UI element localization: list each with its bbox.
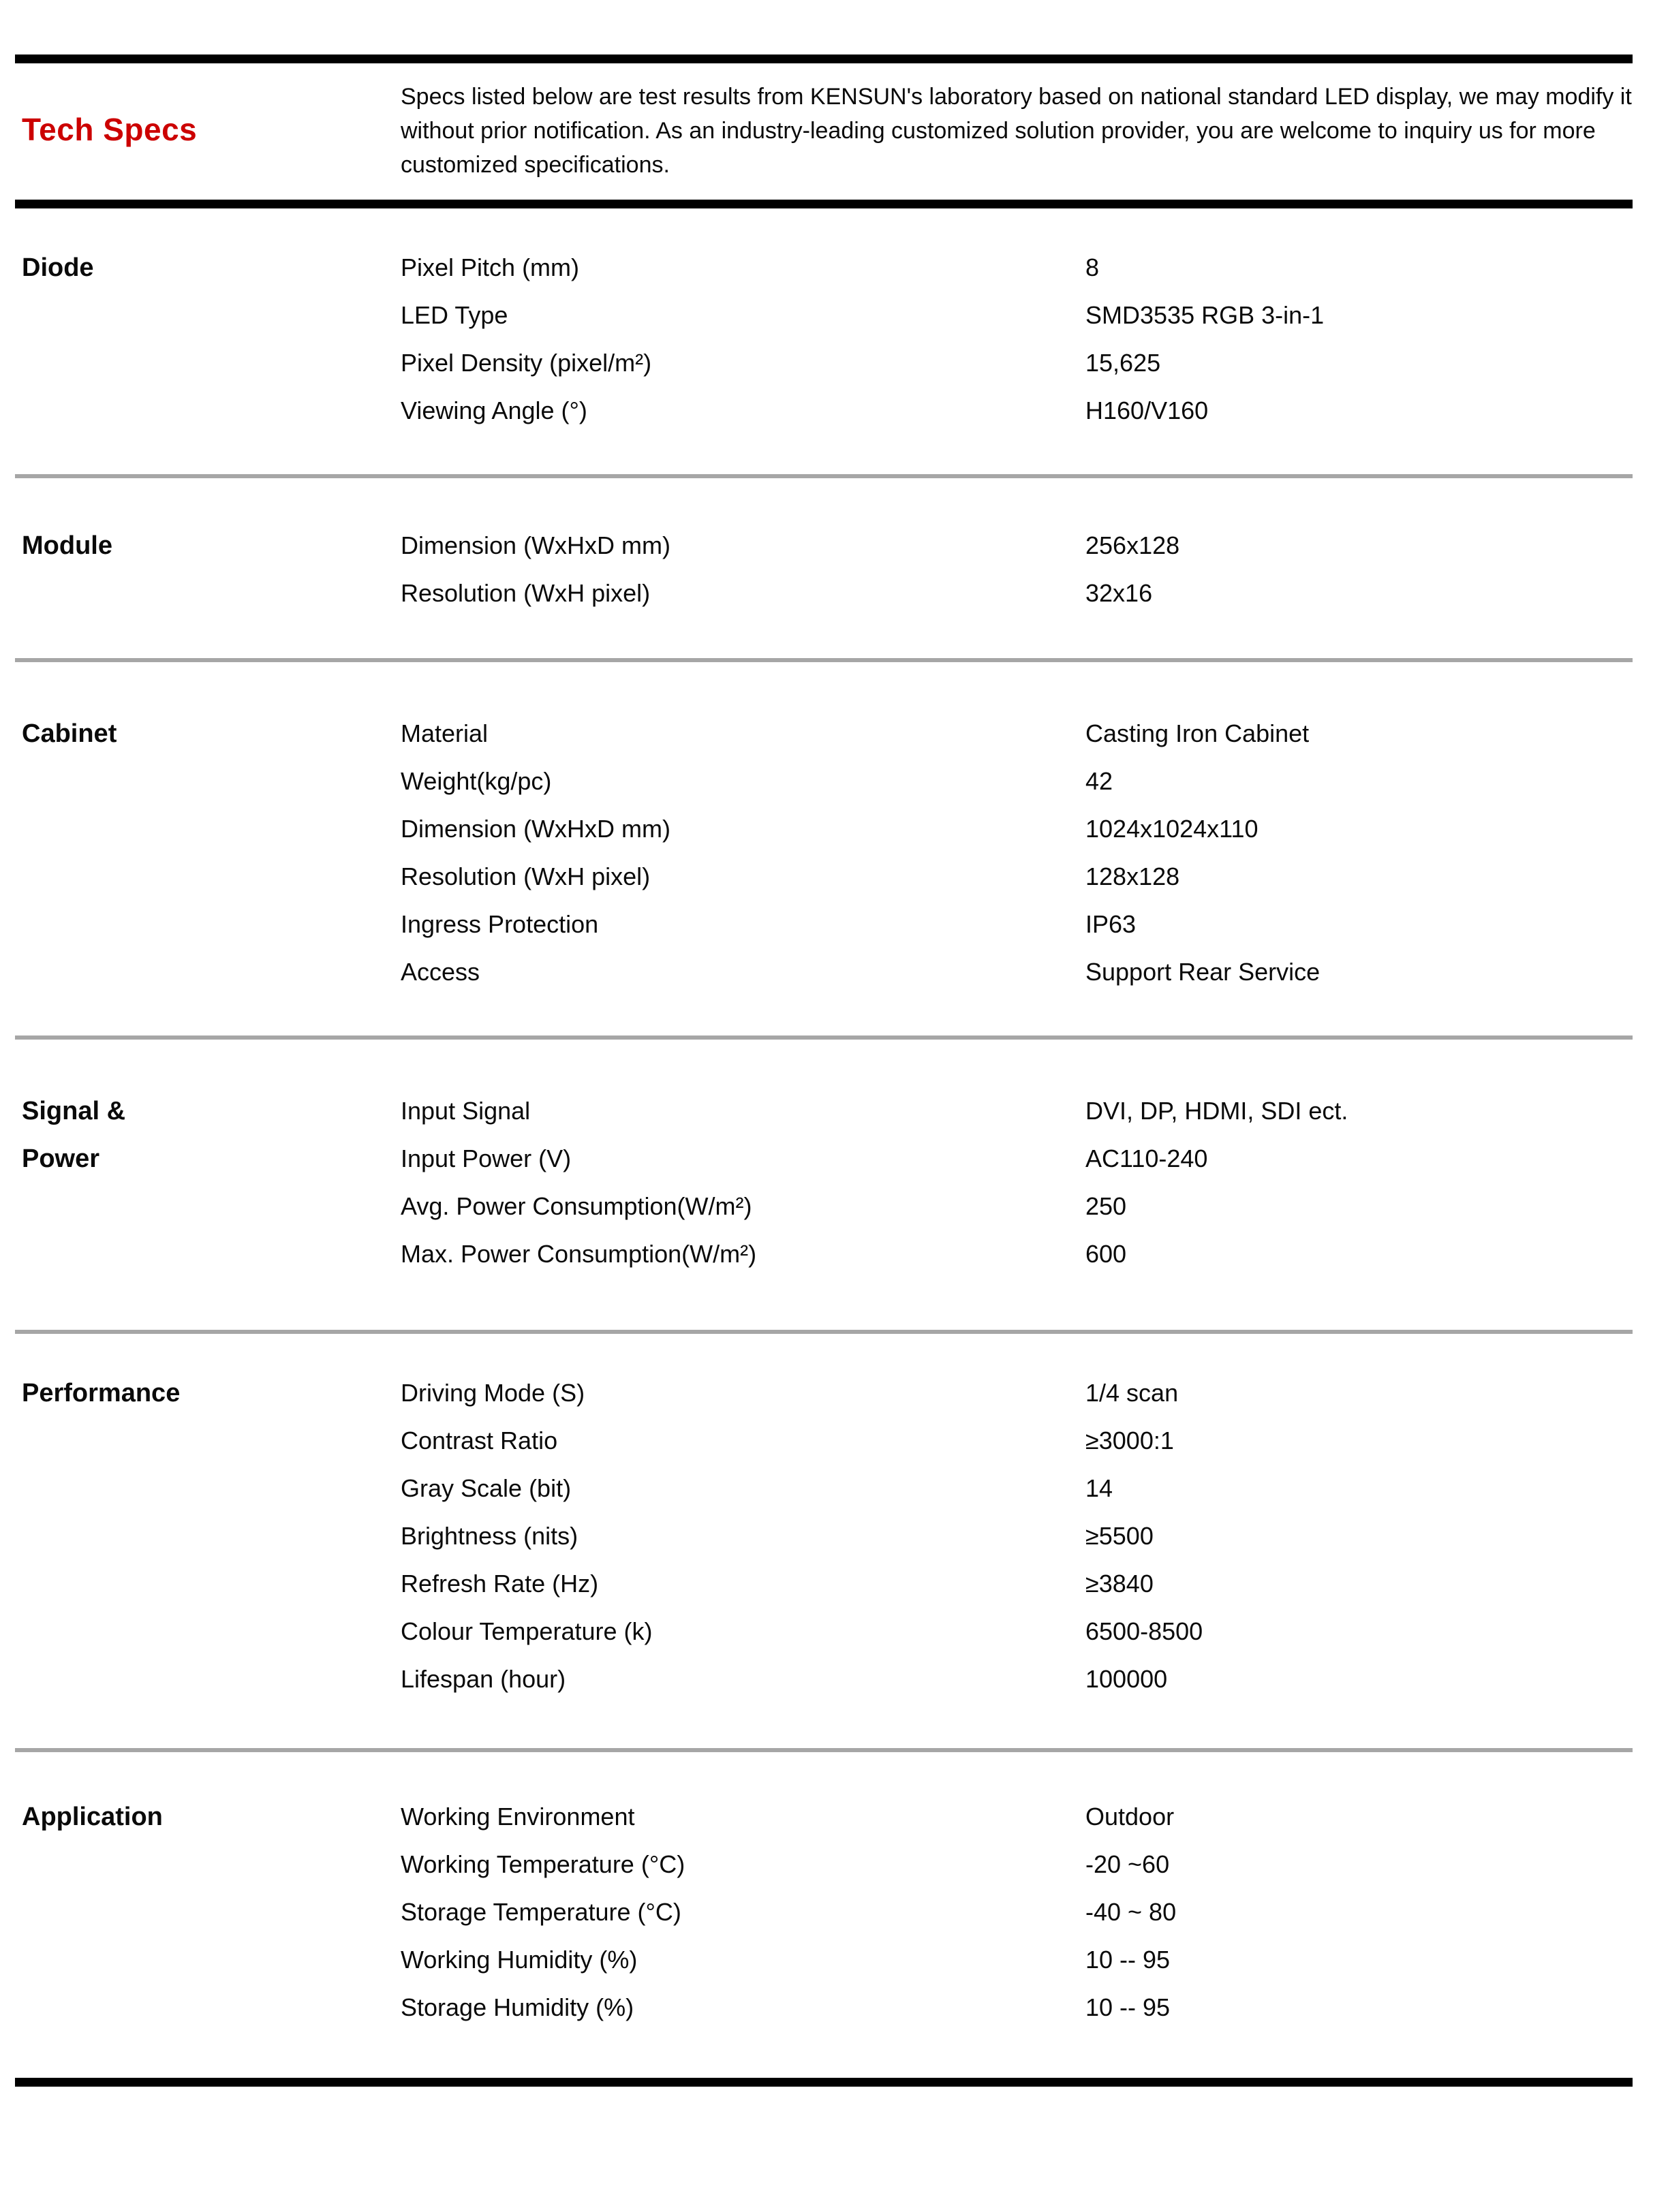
spec-row (401, 1465, 1633, 1512)
spec-label: Resolution (WxH pixel) (401, 862, 651, 890)
spec-sheet-page (15, 54, 1633, 2087)
spec-label: Resolution (WxH pixel) (401, 579, 651, 607)
spec-value: ≥3840 (1085, 1570, 1154, 1598)
spec-label: Pixel Density (pixel/m²) (401, 349, 652, 377)
spec-sections (15, 208, 1633, 2078)
spec-label: Pixel Pitch (mm) (401, 253, 580, 281)
spec-row (401, 1608, 1633, 1655)
spec-row (401, 387, 1633, 435)
spec-value: IP63 (1085, 910, 1137, 938)
spec-value: 10 -- 95 (1085, 1946, 1171, 1974)
spec-row (401, 901, 1633, 948)
spec-row (401, 1936, 1633, 1984)
section-rows (401, 244, 1633, 435)
spec-label: Viewing Angle (°) (401, 396, 587, 424)
spec-value: 1/4 scan (1085, 1379, 1179, 1407)
spec-row (401, 570, 1633, 617)
spec-label: Working Temperature (°C) (401, 1850, 685, 1878)
spec-row (401, 339, 1633, 387)
spec-value: H160/V160 (1085, 396, 1209, 424)
spec-value: ≥3000:1 (1085, 1427, 1174, 1454)
spec-label: Working Humidity (%) (401, 1946, 638, 1974)
spec-row (401, 948, 1633, 996)
spec-label: Storage Humidity (%) (401, 1993, 634, 2021)
spec-value: -20 ~60 (1085, 1850, 1170, 1878)
spec-label: Access (401, 958, 480, 986)
spec-value: 32x16 (1085, 579, 1153, 607)
top-rule (15, 54, 1633, 63)
spec-label: Storage Temperature (°C) (401, 1898, 681, 1926)
spec-row (401, 758, 1633, 805)
spec-value: DVI, DP, HDMI, SDI ect. (1085, 1097, 1348, 1125)
bottom-rule (15, 2078, 1633, 2087)
spec-label: Contrast Ratio (401, 1427, 558, 1454)
section-header: Diode (22, 253, 94, 282)
spec-label: Driving Mode (S) (401, 1379, 585, 1407)
section-rows (401, 710, 1633, 996)
spec-label: Input Signal (401, 1097, 531, 1125)
spec-row (401, 1793, 1633, 1841)
spec-value: -40 ~ 80 (1085, 1898, 1177, 1926)
section-header: Signal & Power (22, 1097, 126, 1173)
spec-label: Ingress Protection (401, 910, 599, 938)
section-header-column (15, 244, 401, 435)
spec-row (401, 1841, 1633, 1888)
spec-row (401, 522, 1633, 570)
spec-value: 15,625 (1085, 349, 1161, 377)
spec-value: Support Rear Service (1085, 958, 1320, 986)
spec-value: 10 -- 95 (1085, 1993, 1171, 2021)
section-header-column (15, 710, 401, 996)
spec-label: Refresh Rate (Hz) (401, 1570, 599, 1598)
spec-value: 1024x1024x110 (1085, 815, 1258, 843)
spec-row (401, 1417, 1633, 1465)
section-header-column (15, 1793, 401, 2031)
spec-row (401, 244, 1633, 292)
spec-label: Material (401, 719, 489, 747)
section-header-column (15, 522, 401, 617)
spec-value: Outdoor (1085, 1803, 1175, 1831)
spec-value: 14 (1085, 1474, 1113, 1502)
spec-row (401, 1560, 1633, 1608)
spec-section-cabinet (15, 662, 1633, 1040)
spec-label: Brightness (nits) (401, 1522, 578, 1550)
spec-value: 42 (1085, 767, 1113, 795)
spec-label: LED Type (401, 301, 508, 329)
spec-row (401, 1135, 1633, 1183)
spec-section-diode (15, 208, 1633, 478)
header-block (15, 63, 1633, 200)
spec-row (401, 292, 1633, 339)
spec-value: 128x128 (1085, 862, 1180, 890)
spec-row (401, 710, 1633, 758)
spec-value: 100000 (1085, 1665, 1168, 1693)
section-rows (401, 1793, 1633, 2031)
spec-value: AC110-240 (1085, 1144, 1208, 1172)
spec-label: Gray Scale (bit) (401, 1474, 572, 1502)
spec-row (401, 1655, 1633, 1703)
section-header: Application (22, 1803, 163, 1831)
spec-value: ≥5500 (1085, 1522, 1154, 1550)
spec-row (401, 1888, 1633, 1936)
spec-value: 6500-8500 (1085, 1617, 1203, 1645)
spec-row (401, 853, 1633, 901)
section-rows (401, 1369, 1633, 1703)
spec-row (401, 805, 1633, 853)
section-rows (401, 1087, 1633, 1278)
section-rows (401, 522, 1633, 617)
section-header-column (15, 1087, 401, 1278)
page-description: Specs listed below are test results from KENSUN's laboratory based on national standard LED display, we may modify it without prior notification. As an industry-leading customized solution provider, you are welcome to inquiry us for more customized specifications. (401, 84, 1632, 178)
spec-label: Dimension (WxHxD mm) (401, 531, 670, 559)
spec-value: 256x128 (1085, 531, 1180, 559)
spec-row (401, 1087, 1633, 1135)
page-title: Tech Specs (22, 112, 198, 147)
spec-section-module (15, 478, 1633, 662)
spec-value: SMD3535 RGB 3-in-1 (1085, 301, 1325, 329)
spec-value: 8 (1085, 253, 1100, 281)
spec-label: Input Power (V) (401, 1144, 572, 1172)
spec-row (401, 1183, 1633, 1230)
spec-label: Dimension (WxHxD mm) (401, 815, 670, 843)
spec-row (401, 1984, 1633, 2031)
section-header: Cabinet (22, 719, 117, 748)
spec-row (401, 1369, 1633, 1417)
spec-label: Max. Power Consumption(W/m²) (401, 1240, 757, 1268)
spec-label: Weight(kg/pc) (401, 767, 552, 795)
spec-row (401, 1230, 1633, 1278)
spec-label: Colour Temperature (k) (401, 1617, 653, 1645)
spec-value: Casting Iron Cabinet (1085, 719, 1310, 747)
section-header: Module (22, 531, 112, 560)
spec-label: Avg. Power Consumption(W/m²) (401, 1192, 752, 1220)
section-header-column (15, 1369, 401, 1703)
spec-value: 250 (1085, 1192, 1127, 1220)
header-bottom-rule (15, 200, 1633, 208)
section-header: Performance (22, 1379, 181, 1407)
title-column (15, 77, 401, 182)
spec-label: Lifespan (hour) (401, 1665, 566, 1693)
spec-value: 600 (1085, 1240, 1127, 1268)
spec-section-performance (15, 1334, 1633, 1752)
spec-label: Working Environment (401, 1803, 635, 1831)
spec-row (401, 1512, 1633, 1560)
spec-section-application (15, 1752, 1633, 2078)
spec-section-signal-power (15, 1040, 1633, 1334)
